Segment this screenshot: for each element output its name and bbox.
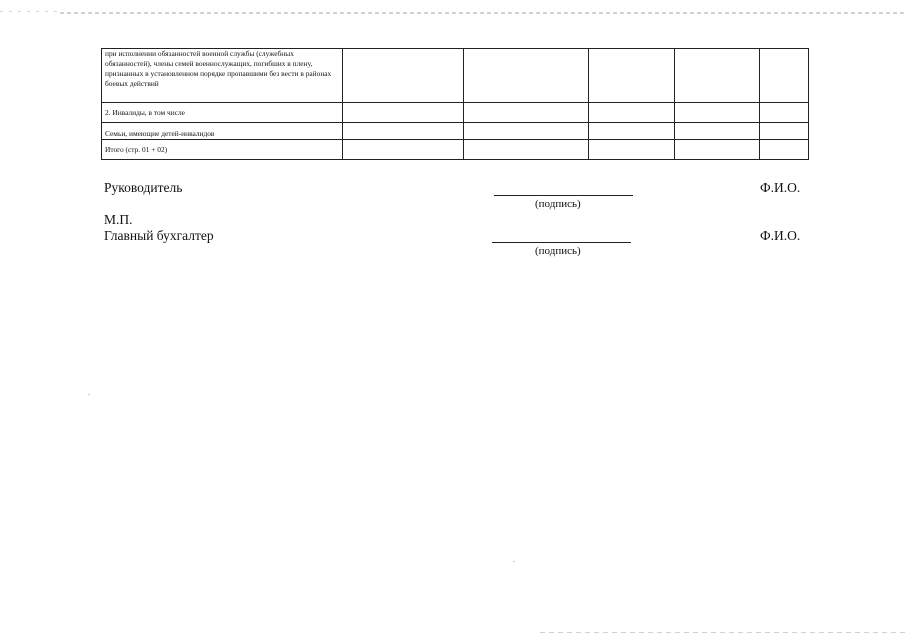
table-cell [464, 123, 589, 140]
table-cell [464, 103, 589, 123]
row-label: Семьи, имеющие детей-инвалидов [102, 123, 343, 140]
table-row [102, 123, 809, 140]
table-cell [675, 123, 760, 140]
table-cell [760, 49, 809, 103]
table-cell [343, 49, 464, 103]
head-signature-caption: (подпись) [535, 198, 581, 210]
table-cell [589, 140, 675, 160]
table-cell [675, 103, 760, 123]
table-cell [343, 140, 464, 160]
table-cell [589, 123, 675, 140]
table-row [102, 140, 809, 160]
head-name-placeholder: Ф.И.О. [760, 180, 801, 195]
table-cell [343, 103, 464, 123]
scan-artifact-top-left [0, 11, 60, 12]
row-label: Итого (стр. 01 + 02) [102, 140, 343, 160]
report-table [101, 48, 809, 160]
table-cell [675, 49, 760, 103]
table-cell [343, 123, 464, 140]
accountant-signature-line [492, 242, 631, 243]
head-label: Руководитель [104, 180, 183, 195]
scan-artifact-bottom [540, 632, 905, 633]
row-label: при исполнении обязанностей военной службы (служебных обязанностей), члены семей военнослужащих, погибших в плену, признанных в установленном порядке пропавшими без вести в районах боевых действий [102, 49, 343, 103]
table-cell [589, 103, 675, 123]
table-cell [760, 123, 809, 140]
table-cell [760, 140, 809, 160]
table-cell [464, 49, 589, 103]
accountant-label: Главный бухгалтер [104, 228, 214, 243]
scan-artifact-top [60, 12, 905, 14]
accountant-signature-caption: (подпись) [535, 245, 581, 257]
table-row [102, 103, 809, 123]
table-row [102, 49, 809, 103]
stamp-label: М.П. [104, 212, 133, 227]
table-cell [589, 49, 675, 103]
table-cell [760, 103, 809, 123]
scan-speck [513, 561, 515, 562]
scan-speck [88, 394, 90, 395]
row-label: 2. Инвалиды, в том числе [102, 103, 343, 123]
table-cell [675, 140, 760, 160]
accountant-name-placeholder: Ф.И.О. [760, 228, 801, 243]
head-signature-line [494, 195, 633, 196]
table-cell [464, 140, 589, 160]
